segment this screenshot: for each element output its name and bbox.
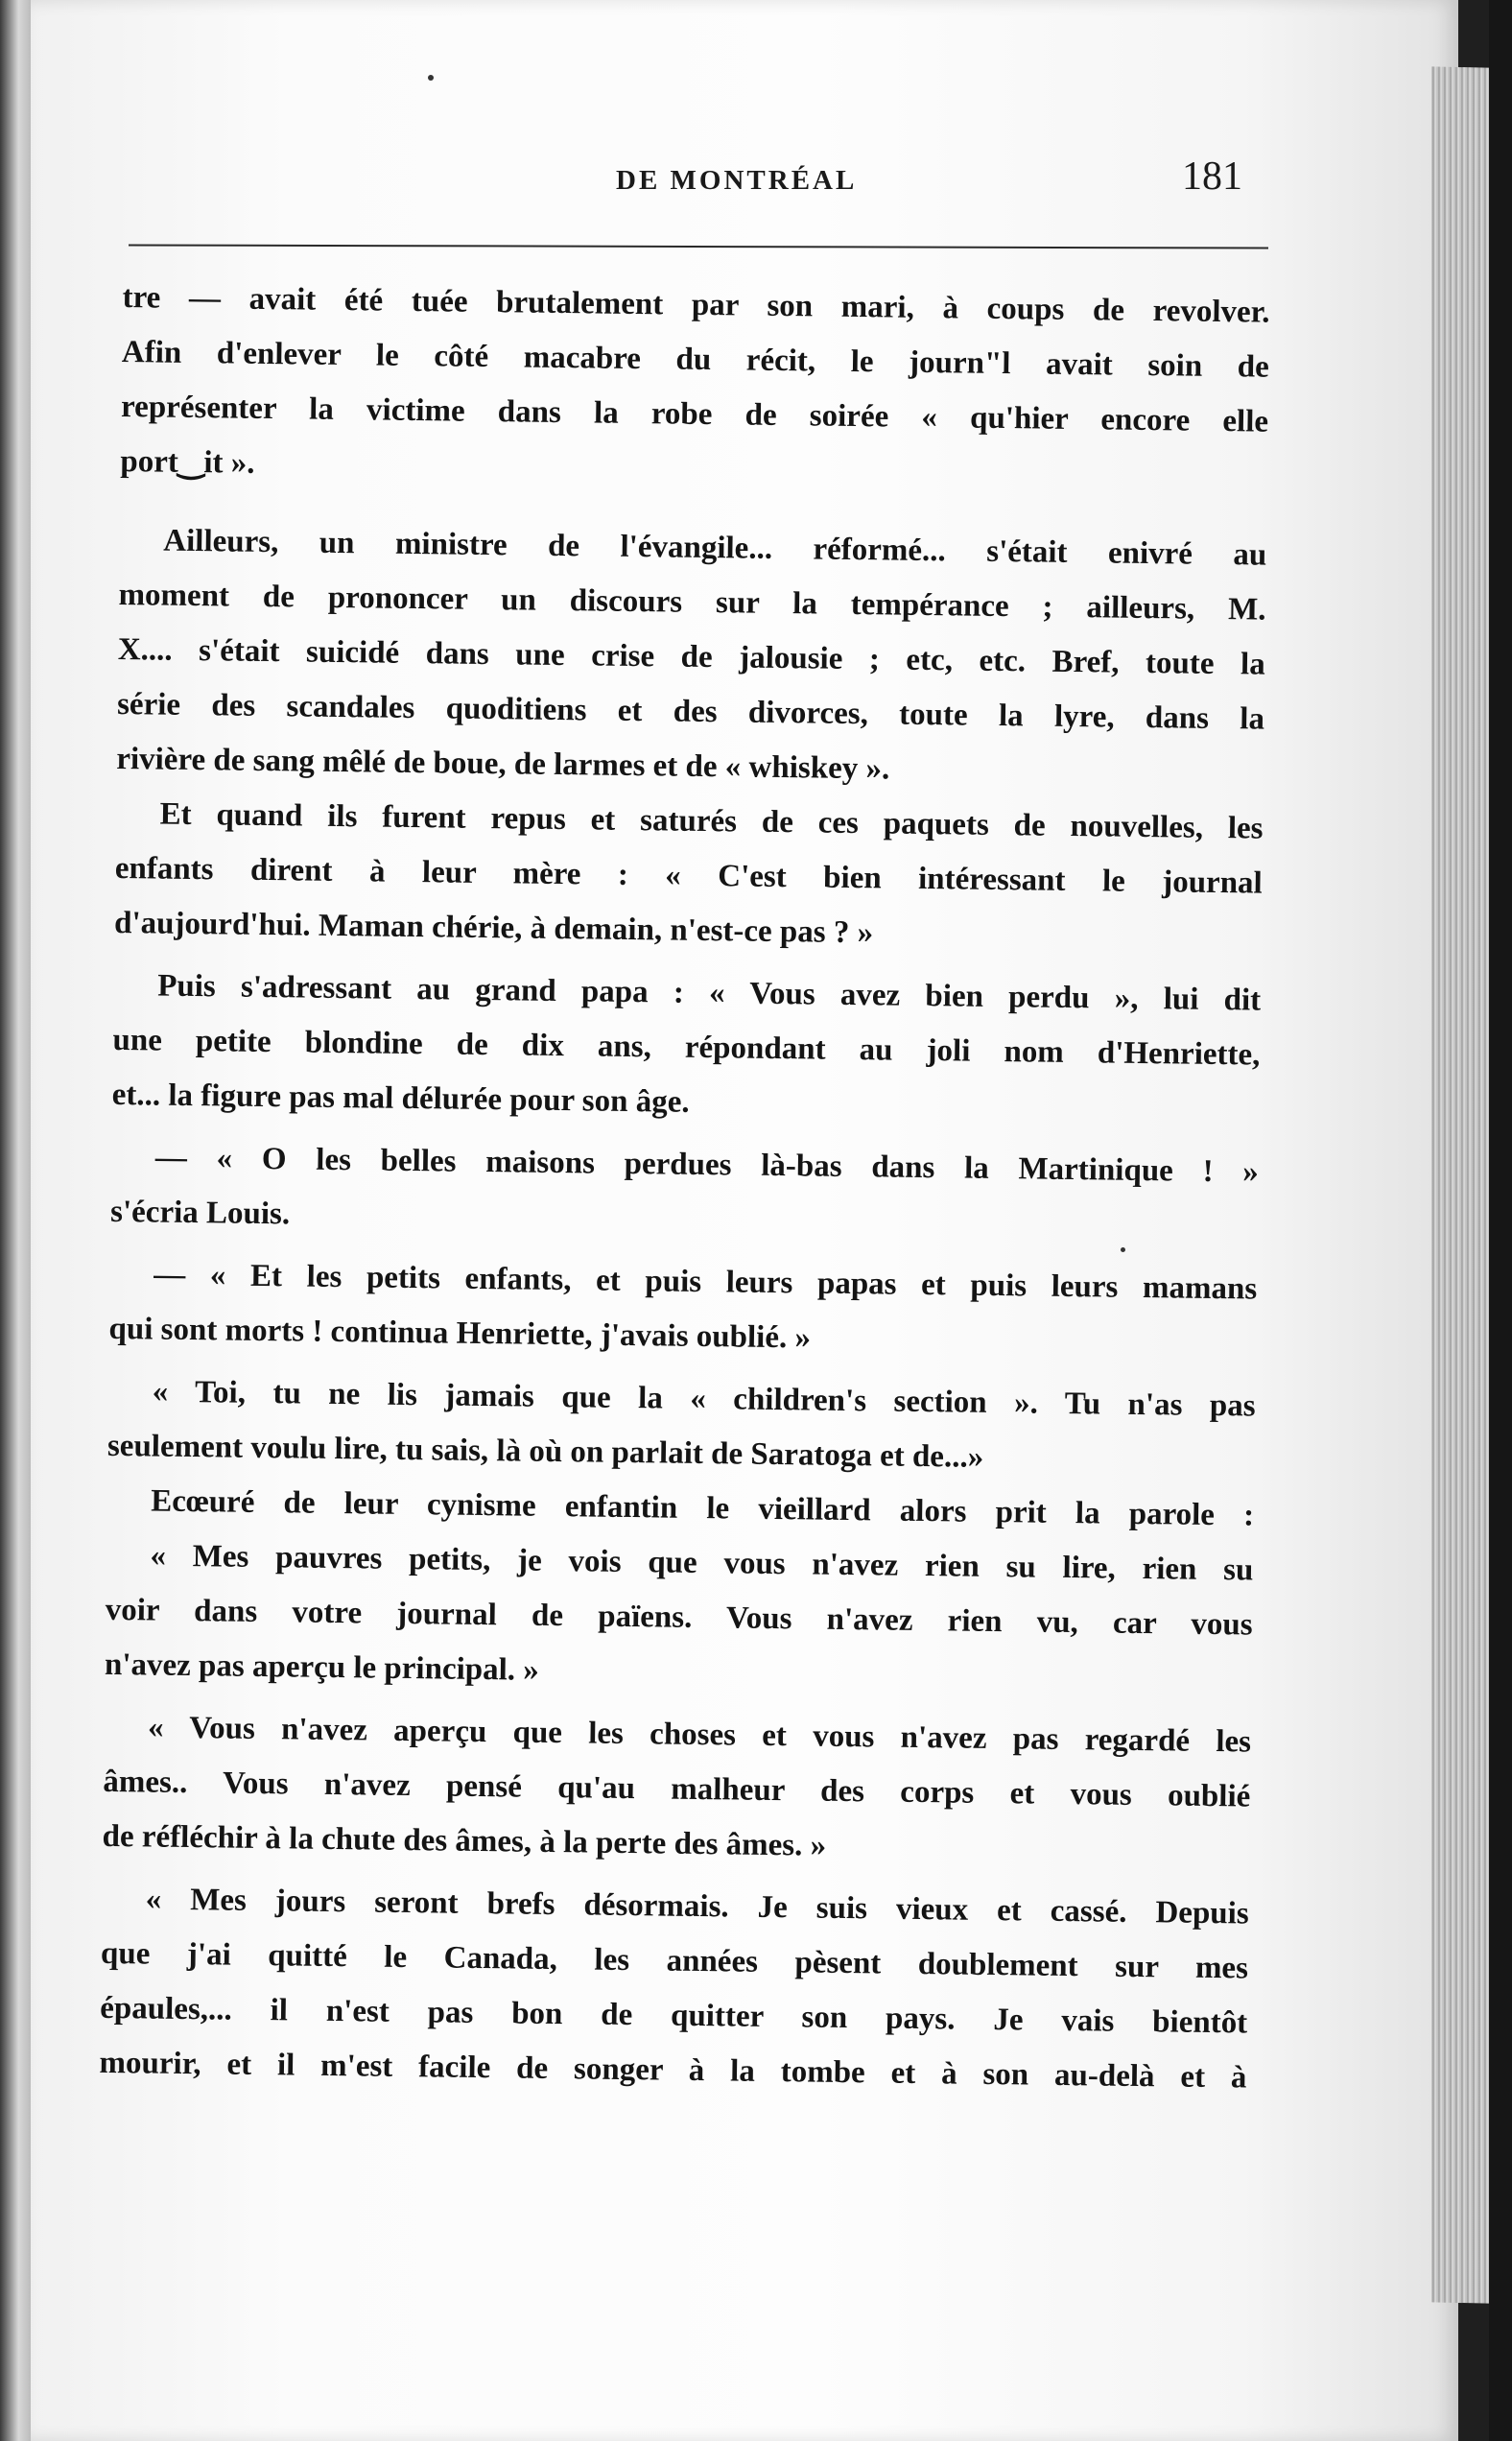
body-text <box>99 271 1270 2105</box>
ink-speck <box>428 75 434 81</box>
text-line: représenter la victime dans la robe de soirée « qu'hier encore elle <box>120 389 1269 439</box>
book-page <box>31 0 1458 2441</box>
text-line: de réfléchir à la chute des âmes, à la perte des âmes. » <box>102 1818 827 1863</box>
text-line: épaules,... il n'est pas bon de quitter son pays. Je vais bientôt <box>100 1990 1248 2041</box>
paragraph-start-line: « Vous n'avez aperçu que les choses et vous n'avez pas regardé les <box>147 1710 1252 1760</box>
running-title: DE MONTRÉAL <box>616 165 858 196</box>
text-line: qui sont morts ! continua Henriette, j'avais oublié. » <box>108 1311 812 1356</box>
text-line: enfants dirent à leur mère : « C'est bien intéressant le journal <box>114 850 1263 901</box>
text-line: seulement voulu lire, tu sais, là où on parlait de Saratoga et de...» <box>106 1428 984 1475</box>
ink-speck <box>1121 1247 1125 1252</box>
text-line: s'écria Louis. <box>109 1194 291 1232</box>
paragraph-start-line: « Mes pauvres petits, je vois que vous n'avez rien su lire, rien su <box>150 1538 1254 1588</box>
text-line: mourir, et il m'est facile de songer à la tombe et à son au-delà et à <box>99 2045 1247 2096</box>
text-line: n'avez pas aperçu le principal. » <box>104 1647 540 1688</box>
text-line: que j'ai quitté le Canada, les années pèsent doublement sur mes <box>100 1935 1249 1986</box>
text-line: Afin d'enlever le côté macabre du récit, le journ"l avait soin de <box>121 334 1270 385</box>
page-number: 181 <box>1182 154 1242 199</box>
facing-page-edge <box>0 0 31 2441</box>
paragraph-start-line: « Toi, tu ne lis jamais que la « children's section ». Tu n'as pas <box>152 1374 1256 1424</box>
paragraph-start-line: Et quand ils furent repus et saturés de ces paquets de nouvelles, les <box>159 796 1264 846</box>
text-line: tre — avait été tuée brutalement par son mari, à coups de revolver. <box>122 279 1270 330</box>
page-block-edges <box>1431 66 1489 2303</box>
paragraph-start-line: « Mes jours seront brefs désormais. Je suis vieux et cassé. Depuis <box>145 1882 1249 1931</box>
text-line: rivière de sang mêlé de boue, de larmes et de « whiskey ». <box>116 741 890 787</box>
background-shadow <box>1489 0 1512 2441</box>
text-line: port‿it ». <box>120 443 255 481</box>
text-line: une petite blondine de dix ans, répondant au joli nom d'Henriette, <box>112 1022 1261 1073</box>
text-line: moment de prononcer un discours sur la tempérance ; ailleurs, M. <box>118 577 1266 628</box>
text-line: série des scandales quoditiens et des divorces, toute la lyre, dans la <box>116 686 1265 737</box>
text-line: et... la figure pas mal délurée pour son âge. <box>111 1077 690 1120</box>
text-line: voir dans votre journal de païens. Vous n'avez rien vu, car vous <box>105 1592 1253 1643</box>
paragraph-start-line: Puis s'adressant au grand papa : « Vous avez bien perdu », lui dit <box>157 968 1262 1018</box>
running-head <box>31 154 1458 211</box>
paragraph-start-line: — « Et les petits enfants, et puis leurs papas et puis leurs mamans <box>154 1257 1258 1307</box>
text-line: X.... s'était suicidé dans une crise de jalousie ; etc, etc. Bref, toute la <box>117 631 1265 682</box>
text-line: âmes.. Vous n'avez pensé qu'au malheur des corps et vous oublié <box>103 1764 1251 1814</box>
text-line: d'aujourd'hui. Maman chérie, à demain, n'est-ce pas ? » <box>113 905 874 951</box>
paragraph-start-line: Ailleurs, un ministre de l'évangile... réformé... s'était enivré au <box>163 523 1267 573</box>
paragraph-start-line: — « O les belles maisons perdues là-bas dans la Martinique ! » <box>154 1140 1260 1190</box>
header-rule <box>129 244 1268 249</box>
paragraph-start-line: Ecœuré de leur cynisme enfantin le vieillard alors prit la parole : <box>150 1483 1255 1533</box>
